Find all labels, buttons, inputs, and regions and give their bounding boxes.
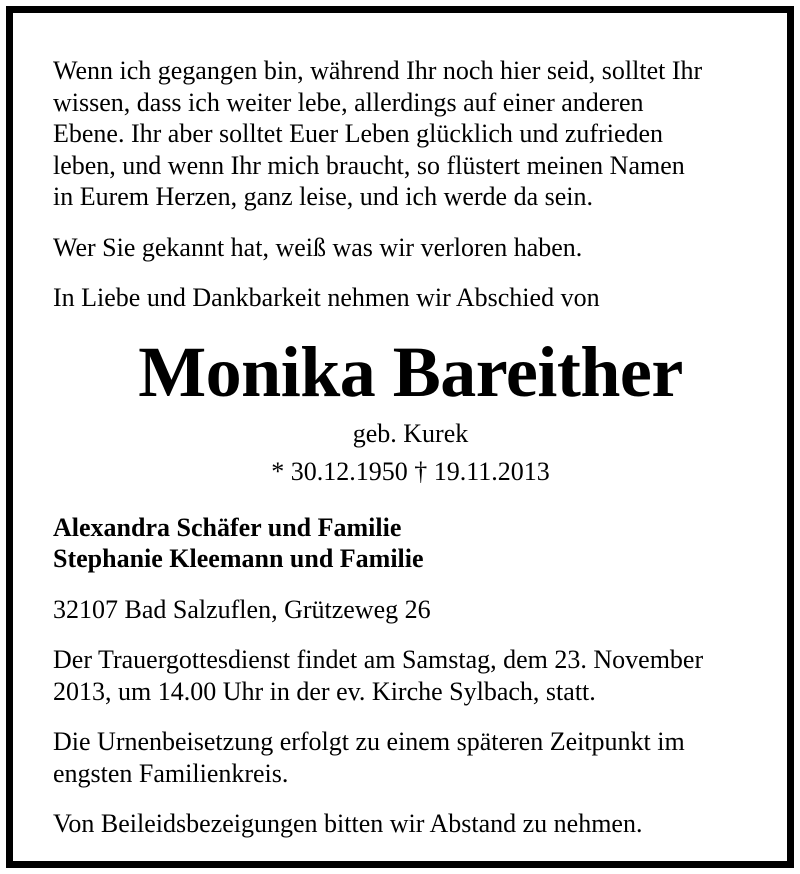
poem-line: leben, und wenn Ihr mich braucht, so flüstert meinen Namen [53, 150, 685, 180]
mourner-family: Stephanie Kleemann und Familie [53, 544, 424, 573]
quote: Wer Sie gekannt hat, weiß was wir verloren haben. [53, 232, 583, 262]
service-info [53, 644, 768, 707]
burial-line: Die Urnenbeisetzung erfolgt zu einem späteren Zeitpunkt im [53, 727, 685, 756]
mourners [53, 512, 768, 575]
closing-text: Von Beileidsbezeigungen bitten wir Abstand zu nehmen. [53, 809, 643, 838]
deceased-name: Monika Bareither [138, 331, 683, 412]
life-dates: * 30.12.1950 † 19.11.2013 [271, 457, 550, 486]
obituary-content [53, 55, 768, 840]
service-line: 2013, um 14.00 Uhr in der ev. Kirche Sylbach, statt. [53, 676, 596, 706]
poem-line: Ebene. Ihr aber solltet Euer Leben glücklich und zufrieden [53, 119, 664, 148]
poem [53, 55, 768, 213]
poem-line: in Eurem Herzen, ganz leise, und ich werde da sein. [53, 182, 594, 211]
poem-line: Wenn ich gegangen bin, während Ihr noch hier seid, solltet Ihr [53, 56, 703, 85]
poem-line: wissen, dass ich weiter lebe, allerdings auf einer anderen [53, 87, 644, 117]
burial-info [53, 726, 768, 789]
service-line: Der Trauergottesdienst findet am Samstag, dem 23. November [53, 645, 704, 674]
obituary-frame [6, 6, 794, 868]
maiden-name: geb. Kurek [352, 418, 469, 448]
intro-text: In Liebe und Dankbarkeit nehmen wir Abschied von [53, 283, 600, 312]
mourner-family: Alexandra Schäfer und Familie [53, 512, 402, 542]
burial-line: engsten Familienkreis. [53, 758, 289, 788]
address: 32107 Bad Salzuflen, Grützeweg 26 [53, 594, 431, 624]
